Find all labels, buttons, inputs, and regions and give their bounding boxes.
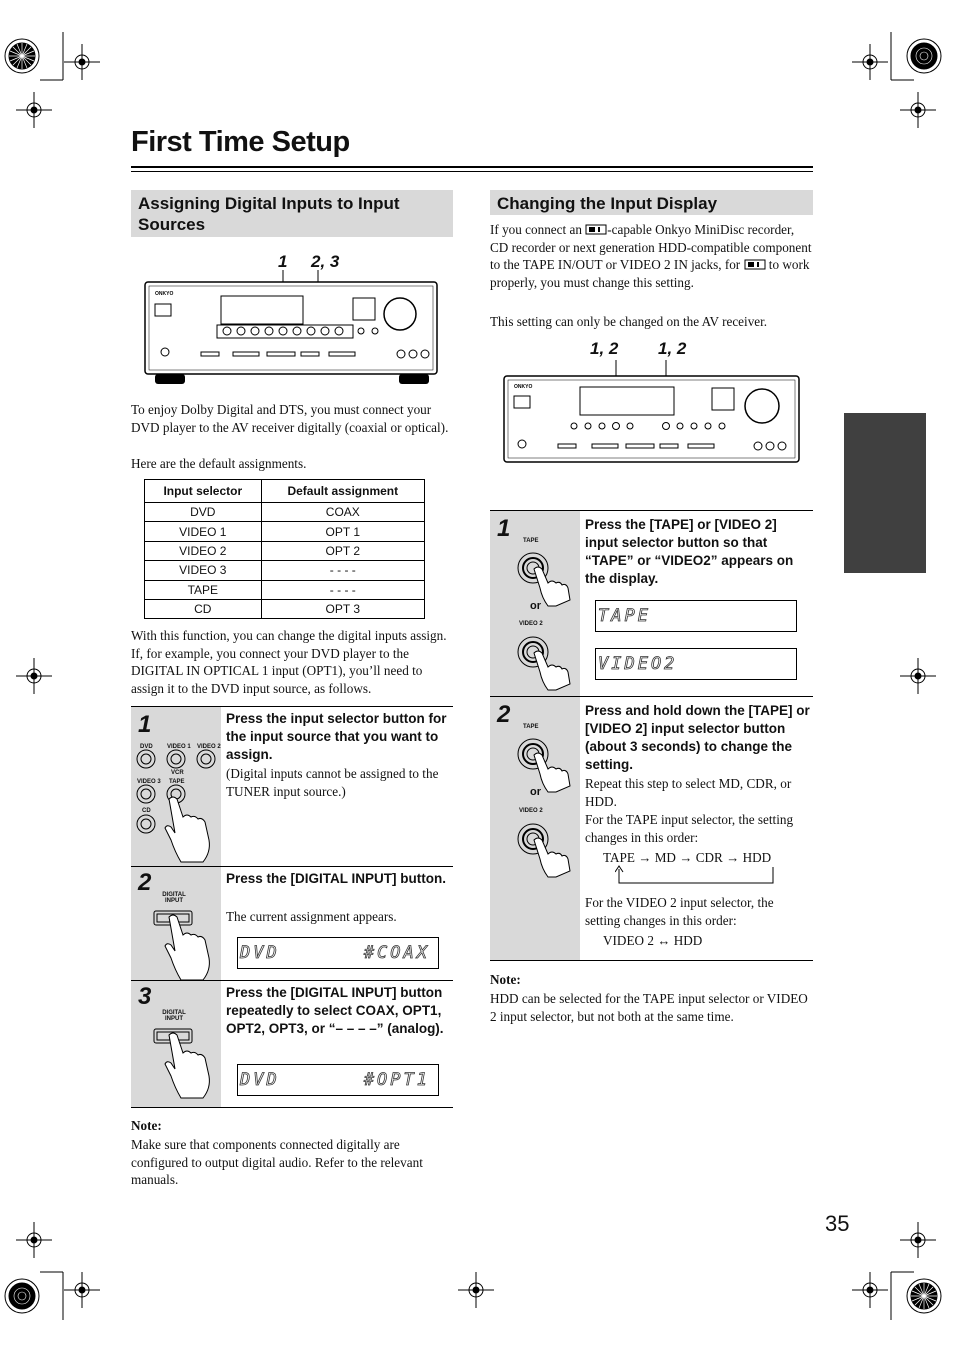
callout-1-2-a: 1, 2 <box>590 339 619 358</box>
display-left-text: DVD <box>240 943 280 963</box>
section-heading-input-display: Changing the Input Display <box>490 190 813 215</box>
step-number: 2 <box>138 869 152 896</box>
brand-label: ONKYO <box>155 291 174 297</box>
step-number: 2 <box>497 701 511 728</box>
right-step-1 <box>490 510 813 697</box>
step-number: 1 <box>497 515 511 542</box>
left-step-1 <box>131 706 453 867</box>
display-video2 <box>595 648 797 680</box>
callout-1: 1 <box>278 252 288 271</box>
label-tape: TAPE <box>523 724 539 730</box>
label-video2: VIDEO 2 <box>519 621 543 627</box>
digital-input-label: DIGITAL INPUT <box>162 1010 186 1022</box>
table-cell: COAX <box>261 503 424 522</box>
left-step-3 <box>131 980 453 1108</box>
display-text: TAPE <box>598 606 651 626</box>
right-note-text: HDD can be selected for the TAPE input selector or VIDEO 2 input selector, but not both at the same time. <box>490 991 808 1024</box>
table-cell: OPT 2 <box>261 541 424 560</box>
ri-text-part: -capable Onkyo MiniDisc recorder, CD recorder or next generation HDD-compatible component to the TAPE IN/OUT or VIDEO 2 IN jacks, for <box>490 222 812 272</box>
right-note-heading: Note: <box>490 972 521 987</box>
table-cell: VIDEO 3 <box>145 561 262 580</box>
label-tape: TAPE <box>523 538 539 544</box>
table-row <box>145 580 425 599</box>
table-row <box>145 503 425 522</box>
label-vcr: VCR <box>171 770 184 776</box>
tape-button-illustration <box>512 733 574 793</box>
ri-text-part: to work properly, you must change this setting. <box>490 257 810 290</box>
digital-input-label: DIGITAL INPUT <box>162 892 186 904</box>
label-video2: VIDEO 2 <box>197 744 221 750</box>
table-cell: - - - - <box>261 580 424 599</box>
table-cell: CD <box>145 599 262 618</box>
assign-explanation: With this function, you can change the digital inputs assign. If, for example, you connect your DVD player to the DIGITAL IN OPTICAL 1 input (OPT1), you’ll need to assign it to the DVD input source, as follows. <box>131 628 447 696</box>
step-note: The current assignment appears. <box>226 909 397 924</box>
display-dvd-coax <box>237 937 439 969</box>
label-video3: VIDEO 3 <box>137 779 161 785</box>
receiver-front-panel-illustration-right <box>502 360 802 470</box>
brand-label: ONKYO <box>514 384 533 390</box>
receiver-front-panel-illustration <box>143 270 441 388</box>
step-tape-order-intro: For the TAPE input selector, the setting changes in this order: <box>585 812 794 845</box>
step-instruction: Press the [DIGITAL INPUT] button. <box>226 871 447 886</box>
display-right-text: #COAX <box>363 943 430 963</box>
receiver-only-note: This setting can only be changed on the AV receiver. <box>490 314 768 329</box>
table-cell: OPT 1 <box>261 522 424 541</box>
display-text: VIDEO2 <box>598 654 678 674</box>
table-row <box>145 599 425 618</box>
step-note: (Digital inputs cannot be assigned to the TUNER input source.) <box>226 766 439 799</box>
table-cell: VIDEO 1 <box>145 522 262 541</box>
or-label: or <box>530 600 541 612</box>
table-row <box>145 561 425 580</box>
display-dvd-opt1 <box>237 1064 439 1096</box>
label-video1: VIDEO 1 <box>167 744 191 750</box>
table-row <box>145 541 425 560</box>
intro-paragraph: To enjoy Dolby Digital and DTS, you must connect your DVD player to the AV receiver digitally (coaxial or optical). <box>131 402 449 435</box>
display-left-text: DVD <box>240 1070 280 1090</box>
chapter-tab <box>844 413 926 573</box>
callout-2-3: 2, 3 <box>311 252 340 271</box>
label-dvd: DVD <box>140 744 153 750</box>
tape-button-illustration <box>512 547 574 607</box>
video2-button-illustration <box>512 631 574 693</box>
left-note-heading: Note: <box>131 1118 162 1133</box>
step-number: 1 <box>138 711 152 738</box>
step-repeat-note: Repeat this step to select MD, CDR, or HDD. <box>585 776 792 809</box>
or-label: or <box>530 786 541 798</box>
table-cell: - - - - <box>261 561 424 580</box>
callout-1-2-b: 1, 2 <box>658 339 687 358</box>
left-step-2 <box>131 866 453 981</box>
table-header-default-assignment: Default assignment <box>261 480 424 503</box>
label-video2: VIDEO 2 <box>519 808 543 814</box>
digital-input-button-illustration <box>151 907 221 981</box>
page-number: 35 <box>825 1211 850 1236</box>
table-cell: TAPE <box>145 580 262 599</box>
ri-logo-icon <box>585 224 607 235</box>
ri-logo-icon <box>744 259 766 270</box>
table-cell: VIDEO 2 <box>145 541 262 560</box>
section-heading-assign: Assigning Digital Inputs to Input Sources <box>131 190 453 237</box>
ri-paragraph <box>490 221 814 291</box>
step-instruction: Press and hold down the [TAPE] or [VIDEO 2] input selector button (about 3 seconds) to change the setting. <box>585 703 810 772</box>
intro-default-assignments: Here are the default assignments. <box>131 456 307 471</box>
display-right-text: #OPT1 <box>363 1070 430 1090</box>
tape-order-sequence: TAPE → MD → CDR → HDD <box>603 850 772 865</box>
title-rule-thin <box>131 171 813 172</box>
step-video2-order-intro: For the VIDEO 2 input selector, the setting changes in this order: <box>585 895 774 928</box>
digital-input-button-illustration <box>151 1025 221 1099</box>
video2-button-illustration <box>512 818 574 880</box>
left-note-text: Make sure that components connected digitally are configured to output digital audio. Refer to the relevant manuals. <box>131 1137 423 1187</box>
ri-text-part: If you connect an <box>490 222 582 237</box>
table-cell: DVD <box>145 503 262 522</box>
step-instruction: Press the [DIGITAL INPUT] button repeatedly to select COAX, OPT1, OPT2, OPT3, or “– – – –” (analog). <box>226 985 444 1036</box>
right-step-2 <box>490 696 813 961</box>
table-cell: OPT 3 <box>261 599 424 618</box>
display-tape <box>595 600 797 632</box>
table-header-input-selector: Input selector <box>145 480 262 503</box>
title-rule <box>131 166 813 168</box>
page-title: First Time Setup <box>131 126 350 158</box>
step-instruction: Press the [TAPE] or [VIDEO 2] input selector button so that “TAPE” or “VIDEO2” appears on the display. <box>585 517 794 586</box>
loop-back-arrow <box>615 865 777 887</box>
step-number: 3 <box>138 983 152 1010</box>
table-row <box>145 522 425 541</box>
step-instruction: Press the input selector button for the input source that you want to assign. <box>226 711 447 762</box>
default-assignment-table <box>144 479 425 619</box>
label-cd: CD <box>142 808 151 814</box>
label-tape: TAPE <box>169 779 185 785</box>
video2-order-sequence: VIDEO 2 ↔ HDD <box>603 933 703 948</box>
input-selector-buttons-illustration <box>133 741 219 867</box>
